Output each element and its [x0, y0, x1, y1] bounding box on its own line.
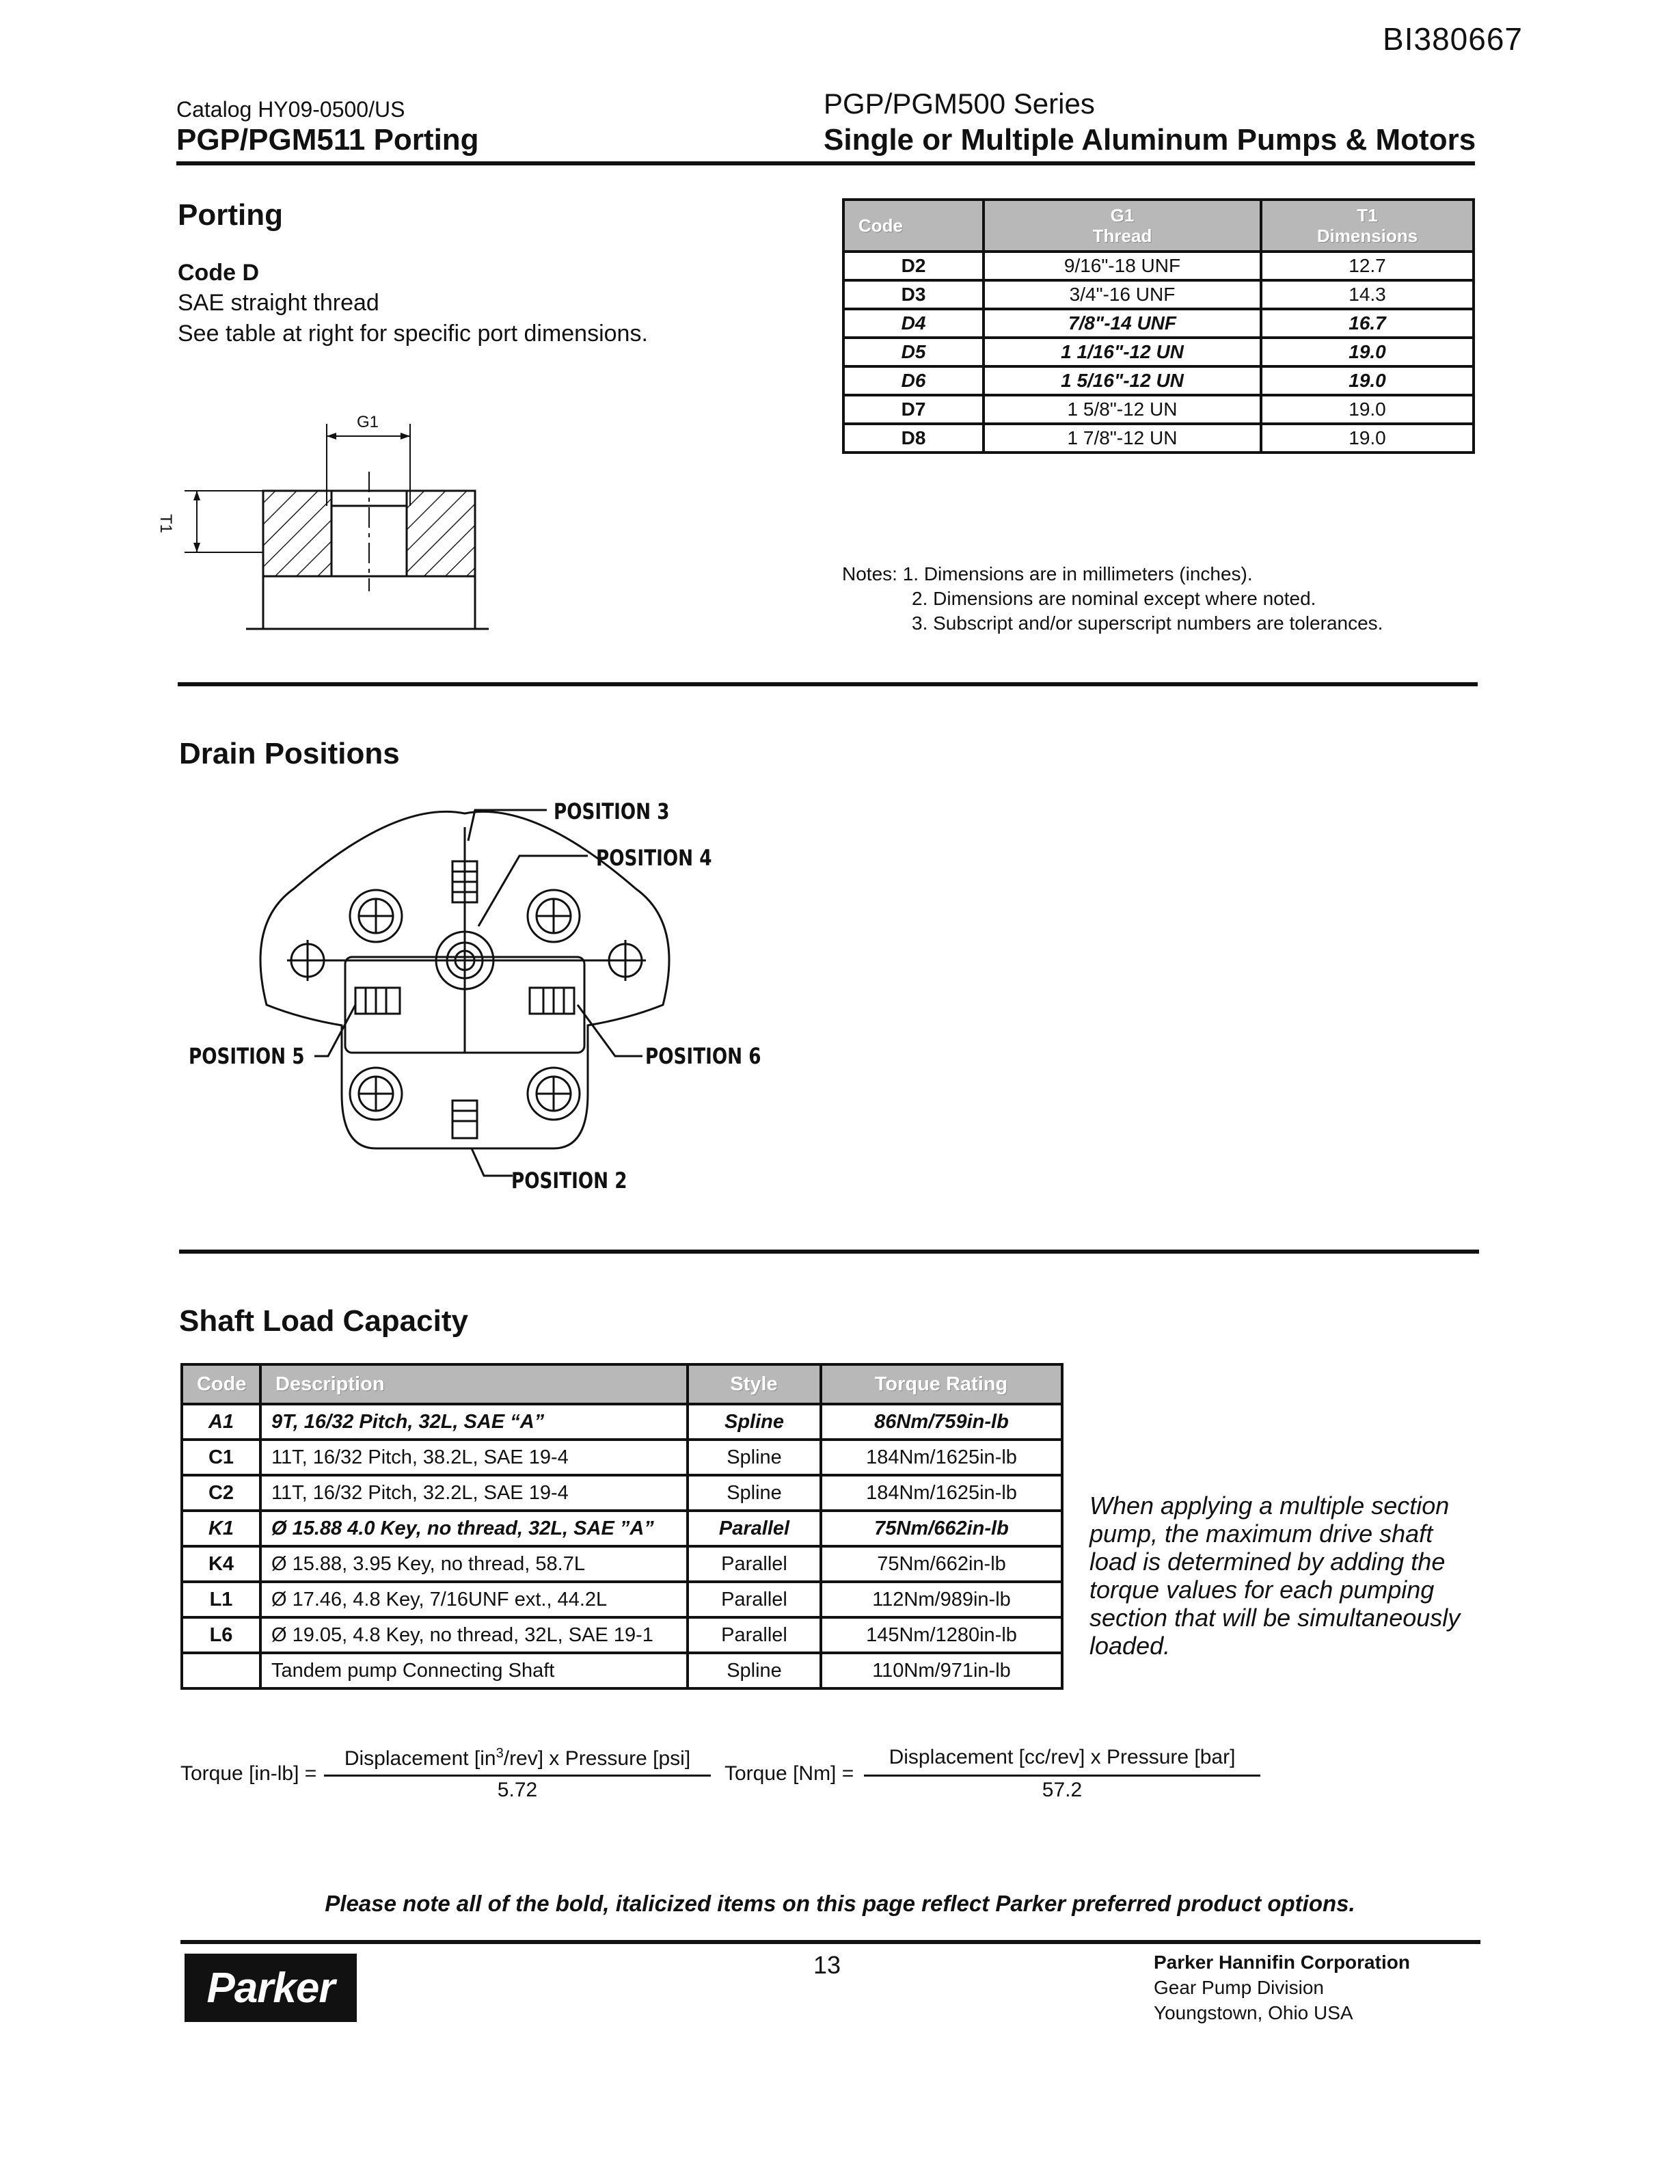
port-col-dimensions: T1 Dimensions [1261, 200, 1474, 252]
bolt-top-right [528, 890, 580, 942]
port-dimension: 19.0 [1261, 338, 1474, 366]
label-position-5: POSITION 5 [189, 1043, 305, 1069]
label-position-6: POSITION 6 [645, 1043, 761, 1069]
porting-description: SAE straight thread [178, 290, 379, 316]
label-position-4: POSITION 4 [596, 845, 712, 871]
note-3: 3. Subscript and/or superscript numbers are tolerances. [912, 612, 1383, 634]
porting-see-table: See table at right for specific port dimensions. [178, 321, 648, 347]
port-thread: 1 5/16"-12 UN [984, 366, 1261, 395]
shaft-style: Parallel [688, 1617, 821, 1653]
diagram-label-t1: T1 [157, 514, 175, 534]
port-dimension: 19.0 [1261, 366, 1474, 395]
shaft-style: Parallel [688, 1546, 821, 1582]
table-row [843, 309, 1474, 338]
section-title: PGP/PGM511 Porting [176, 123, 479, 157]
port-notes [842, 562, 1383, 636]
footer-rule [180, 1940, 1480, 1944]
formula-inlb-numerator [324, 1746, 711, 1770]
formula-inlb-num-a: Displacement [in [344, 1747, 496, 1770]
page-number: 13 [813, 1951, 841, 1979]
shaft-code: A1 [182, 1404, 260, 1440]
bolt-bottom-right [528, 1068, 580, 1120]
port-col-thread: G1 Thread [984, 200, 1261, 252]
drain-heading: Drain Positions [179, 737, 400, 770]
note-2: 2. Dimensions are nominal except where noted. [912, 588, 1316, 609]
formula-nm-denominator: 57.2 [1042, 1779, 1083, 1801]
formula-nm-numerator: Displacement [cc/rev] x Pressure [bar] [889, 1746, 1236, 1768]
port-dimension: 19.0 [1261, 395, 1474, 424]
shaft-style: Parallel [688, 1511, 821, 1546]
shaft-col-description: Description [260, 1364, 688, 1404]
shaft-description: 11T, 16/32 Pitch, 32.2L, SAE 19-4 [260, 1475, 688, 1511]
shaft-description: Ø 19.05, 4.8 Key, no thread, 32L, SAE 19-1 [260, 1617, 688, 1653]
port-thread: 9/16"-18 UNF [984, 252, 1261, 280]
header-rule [176, 161, 1475, 165]
shaft-heading: Shaft Load Capacity [179, 1304, 468, 1338]
table-row [182, 1582, 1062, 1617]
formula-nm-fraction-line [864, 1775, 1260, 1777]
table-row [843, 280, 1474, 309]
catalog-number: Catalog HY09-0500/US [176, 97, 405, 122]
port-cross-section-diagram [171, 403, 499, 636]
shaft-style: Spline [688, 1404, 821, 1440]
shaft-table-header [182, 1364, 1062, 1404]
parker-logo: Parker [185, 1954, 357, 2022]
label-position-2: POSITION 2 [511, 1168, 627, 1194]
preferred-options-note: Please note all of the bold, italicized items on this page reflect Parker preferred product options. [325, 1891, 1355, 1916]
shaft-torque: 184Nm/1625in-lb [821, 1440, 1062, 1475]
series-title: PGP/PGM500 Series [824, 87, 1095, 120]
table-row [843, 424, 1474, 453]
shaft-description: 11T, 16/32 Pitch, 38.2L, SAE 19-4 [260, 1440, 688, 1475]
port-code: D2 [843, 252, 984, 280]
diagram-label-g1: G1 [357, 413, 379, 431]
porting-heading: Porting [178, 198, 283, 232]
shaft-style: Spline [688, 1475, 821, 1511]
table-row [182, 1511, 1062, 1546]
formula-nm-lhs: Torque [Nm] = [724, 1762, 854, 1785]
bolt-top-left [350, 890, 402, 942]
shaft-col-torque: Torque Rating [821, 1364, 1062, 1404]
shaft-torque: 145Nm/1280in-lb [821, 1617, 1062, 1653]
shaft-description: Tandem pump Connecting Shaft [260, 1653, 688, 1688]
shaft-torque: 86Nm/759in-lb [821, 1404, 1062, 1440]
shaft-code: C2 [182, 1475, 260, 1511]
shaft-torque: 112Nm/989in-lb [821, 1582, 1062, 1617]
shaft-style: Spline [688, 1653, 821, 1688]
port-dimension: 19.0 [1261, 424, 1474, 453]
shaft-torque: 110Nm/971in-lb [821, 1653, 1062, 1688]
shaft-code: C1 [182, 1440, 260, 1475]
multiple-section-note: When applying a multiple section pump, the maximum drive shaft load is determined by adding the torque values for each pumping section that will be simultaneously loaded. [1089, 1492, 1461, 1660]
port-thread: 3/4"-16 UNF [984, 280, 1261, 309]
company-division: Gear Pump Division [1154, 1977, 1324, 1998]
port-table-header [843, 200, 1474, 252]
port-code: D3 [843, 280, 984, 309]
table-row [182, 1653, 1062, 1688]
table-row [182, 1546, 1062, 1582]
table-row [182, 1404, 1062, 1440]
mount-hole-left [287, 940, 328, 981]
table-row [843, 338, 1474, 366]
port-thread: 7/8"-14 UNF [984, 309, 1261, 338]
port-code: D6 [843, 366, 984, 395]
shaft-torque: 75Nm/662in-lb [821, 1511, 1062, 1546]
port-thread: 1 7/8"-12 UN [984, 424, 1261, 453]
formula-inlb-lhs: Torque [in-lb] = [180, 1762, 317, 1785]
series-subtitle: Single or Multiple Aluminum Pumps & Motors [824, 123, 1476, 157]
port-thread: 1 5/8"-12 UN [984, 395, 1261, 424]
shaft-description: Ø 15.88, 3.95 Key, no thread, 58.7L [260, 1546, 688, 1582]
shaft-code: K1 [182, 1511, 260, 1546]
shaft-style: Spline [688, 1440, 821, 1475]
formula-inlb-num-b: /rev] x Pressure [psi] [503, 1747, 691, 1770]
formula-inlb-denominator: 5.72 [497, 1779, 538, 1801]
shaft-description: Ø 17.46, 4.8 Key, 7/16UNF ext., 44.2L [260, 1582, 688, 1617]
table-row [182, 1475, 1062, 1511]
port-dimension: 16.7 [1261, 309, 1474, 338]
port-dimension: 14.3 [1261, 280, 1474, 309]
shaft-code: L1 [182, 1582, 260, 1617]
port-thread: 1 1/16"-12 UN [984, 338, 1261, 366]
shaft-code: K4 [182, 1546, 260, 1582]
formula-inlb-num-sup: 3 [496, 1746, 504, 1761]
shaft-code [182, 1653, 260, 1688]
drain-port-2 [452, 1101, 477, 1138]
shaft-torque: 184Nm/1625in-lb [821, 1475, 1062, 1511]
shaft-load-table [180, 1363, 1063, 1690]
section-rule [178, 682, 1478, 686]
port-dimensions-table [842, 198, 1475, 454]
shaft-description: 9T, 16/32 Pitch, 32L, SAE “A” [260, 1404, 688, 1440]
note-1: Notes: 1. Dimensions are in millimeters (inches). [842, 563, 1253, 584]
drain-port-6 [530, 988, 574, 1014]
table-row [843, 252, 1474, 280]
table-row [843, 366, 1474, 395]
port-code: D5 [843, 338, 984, 366]
porting-code-label: Code D [178, 260, 259, 286]
shaft-torque: 75Nm/662in-lb [821, 1546, 1062, 1582]
shaft-col-code: Code [182, 1364, 260, 1404]
label-position-3: POSITION 3 [554, 798, 670, 824]
shaft-col-style: Style [688, 1364, 821, 1404]
company-name: Parker Hannifin Corporation [1154, 1952, 1410, 1973]
leader-position-2 [472, 1148, 513, 1176]
mount-hole-right [605, 940, 646, 981]
shaft-description: Ø 15.88 4.0 Key, no thread, 32L, SAE ”A” [260, 1511, 688, 1546]
table-row [843, 395, 1474, 424]
port-code: D8 [843, 424, 984, 453]
formula-inlb-fraction-line [324, 1775, 711, 1777]
shaft-style: Parallel [688, 1582, 821, 1617]
document-id: BI380667 [1383, 21, 1523, 57]
port-col-code: Code [843, 200, 984, 252]
port-code: D4 [843, 309, 984, 338]
company-location: Youngstown, Ohio USA [1154, 2002, 1353, 2023]
leader-position-5 [314, 1005, 355, 1056]
drain-port-5 [355, 988, 400, 1014]
section-rule [179, 1250, 1479, 1254]
table-row [182, 1617, 1062, 1653]
bolt-bottom-left [350, 1068, 402, 1120]
company-info [1154, 1950, 1410, 2025]
port-code: D7 [843, 395, 984, 424]
port-dimension: 12.7 [1261, 252, 1474, 280]
shaft-code: L6 [182, 1617, 260, 1653]
table-row [182, 1440, 1062, 1475]
